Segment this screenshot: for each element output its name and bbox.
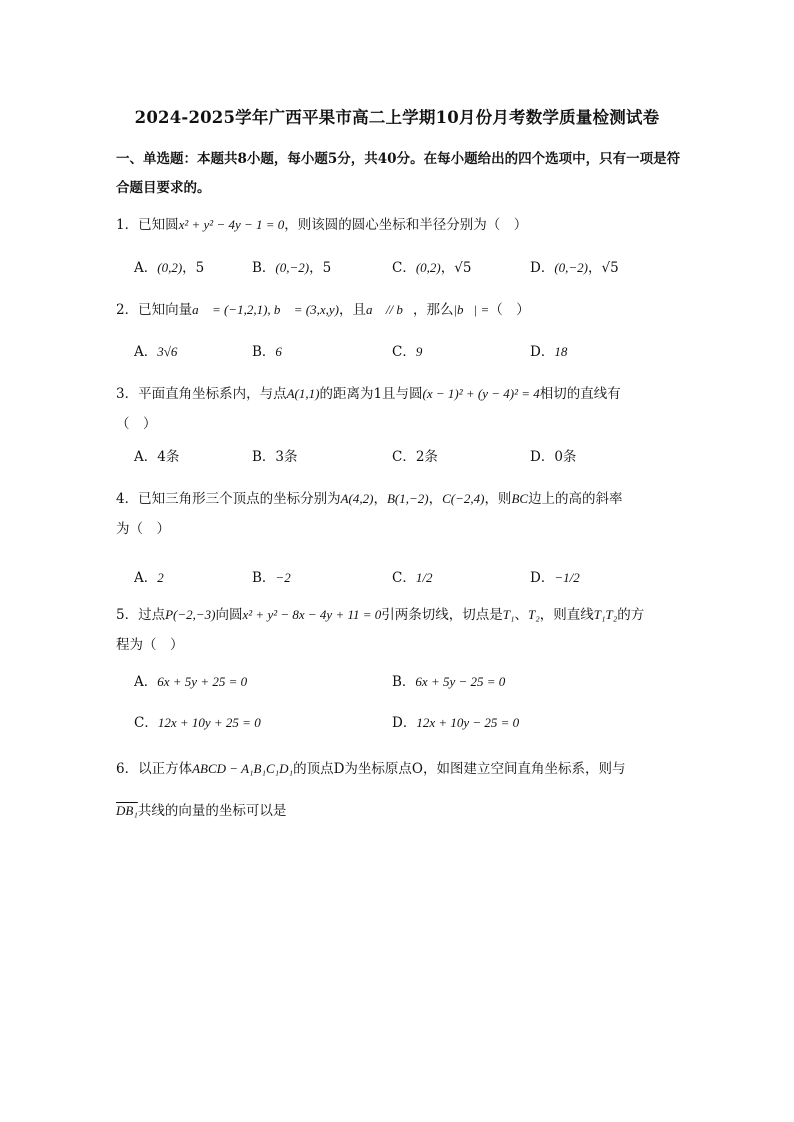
option-letter: C． bbox=[392, 570, 416, 586]
question-4-sep-1: ， bbox=[373, 491, 387, 507]
option-letter: A． bbox=[134, 260, 158, 276]
question-5-option-b bbox=[392, 670, 505, 690]
question-4-segment: BC bbox=[511, 491, 529, 506]
question-1-equation: x² + y² − 4y − 1 = 0 bbox=[178, 217, 285, 232]
option-value: 2条 bbox=[415, 449, 438, 465]
question-5-point: P(−2,−3) bbox=[165, 607, 216, 622]
question-5-text: 5．过点 bbox=[116, 607, 166, 623]
question-6-vector: DB₁ bbox=[116, 803, 138, 818]
question-4-text-d: ，则 bbox=[484, 491, 512, 507]
option-letter: D． bbox=[530, 344, 555, 360]
question-4-sep-2: ， bbox=[428, 491, 443, 507]
option-letter: B． bbox=[252, 344, 276, 360]
option-letter: D． bbox=[530, 449, 555, 465]
question-6-text-c: 共线的向量的坐标可以是 bbox=[137, 803, 287, 819]
option-value: 3条 bbox=[275, 449, 298, 465]
question-2-text-c: ，那么 bbox=[412, 302, 454, 318]
question-1-option-d bbox=[530, 256, 619, 276]
option-value: 9 bbox=[415, 344, 423, 359]
question-2-vectors: a⃗ = (−1,2,1), b⃗ = (3,x,y) bbox=[192, 302, 339, 317]
question-2-option-d bbox=[530, 340, 567, 360]
question-4-stem bbox=[116, 487, 623, 507]
question-3-text: 3．平面直角坐标系内，与点 bbox=[116, 386, 287, 402]
question-2-parallel: a⃗ // b⃗ bbox=[366, 302, 413, 317]
question-1-option-a bbox=[134, 256, 204, 276]
option-value: −1/2 bbox=[554, 570, 580, 585]
option-value: 1/2 bbox=[415, 570, 433, 585]
question-2-text-d: （ ） bbox=[489, 302, 530, 318]
option-value: 3√6 bbox=[157, 344, 178, 359]
question-6-stem bbox=[116, 757, 626, 777]
option-letter: B． bbox=[252, 260, 276, 276]
option-value: 6x + 5y − 25 = 0 bbox=[415, 674, 506, 689]
section-heading: 一、单选题：本题共8小题，每小题5分，共40分。在每小题给出的四个选项中，只有一项是符合题目要求的。 bbox=[116, 151, 681, 196]
question-5-text-e: ，则直线 bbox=[539, 607, 594, 623]
option-letter: D． bbox=[392, 715, 417, 731]
question-1-text-tail: ，则该圆的圆心坐标和半径分别为（ ） bbox=[284, 217, 528, 233]
question-3-text-c: 相切的直线有 bbox=[539, 386, 621, 402]
option-letter: A． bbox=[134, 570, 158, 586]
option-value: 0条 bbox=[554, 449, 577, 465]
question-5-sep: 、 bbox=[514, 607, 529, 623]
question-4-vertex-c: C(−2,4) bbox=[442, 491, 485, 506]
question-5-stem-line2: 程为（ ） bbox=[116, 637, 184, 653]
question-6-cube: ABCD − A₁B₁C₁D₁ bbox=[192, 761, 294, 776]
option-value: −2 bbox=[275, 570, 291, 585]
question-5-option-a bbox=[134, 670, 247, 690]
question-1-stem bbox=[116, 213, 527, 233]
question-4-option-a bbox=[134, 566, 164, 586]
question-4-text-e: 边上的高的斜率 bbox=[528, 491, 623, 507]
question-2-option-b bbox=[252, 340, 282, 360]
question-4-vertex-a: A(4,2) bbox=[340, 491, 374, 506]
question-6-text-b: 的顶点D为坐标原点O，如图建立空间直角坐标系，则与 bbox=[293, 761, 626, 777]
option-letter: C． bbox=[392, 344, 416, 360]
option-letter: A． bbox=[134, 449, 158, 465]
option-value-b: ，5 bbox=[309, 260, 332, 276]
question-2-text-b: ，且 bbox=[339, 302, 366, 318]
question-1-text: 1．已知圆 bbox=[116, 217, 179, 233]
question-3-option-a bbox=[134, 445, 179, 465]
question-3-point: A(1,1) bbox=[286, 386, 320, 401]
question-6-text: 6．以正方体 bbox=[116, 761, 193, 777]
question-3-circle: (x − 1)² + (y − 4)² = 4 bbox=[422, 386, 540, 401]
question-3-option-c bbox=[392, 445, 438, 465]
option-value: 18 bbox=[554, 344, 568, 359]
option-value: (0,2) bbox=[415, 260, 441, 275]
question-5-text-b: 向圆 bbox=[215, 607, 243, 623]
option-letter: B． bbox=[252, 570, 276, 586]
question-5-option-d bbox=[392, 711, 519, 731]
option-value: 4条 bbox=[157, 449, 180, 465]
option-value: 6x + 5y + 25 = 0 bbox=[157, 674, 248, 689]
option-value: (0,−2) bbox=[275, 260, 310, 275]
question-2-stem bbox=[116, 298, 530, 318]
option-letter: B． bbox=[252, 449, 276, 465]
question-5-circle: x² + y² − 8x − 4y + 11 = 0 bbox=[242, 607, 382, 622]
question-4-option-c bbox=[392, 566, 432, 586]
option-letter: C． bbox=[134, 715, 158, 731]
option-letter: A． bbox=[134, 674, 158, 690]
question-5-t2: T₂ bbox=[528, 607, 540, 622]
question-4-option-b bbox=[252, 566, 291, 586]
question-3-text-b: 的距离为1且与圆 bbox=[319, 386, 423, 402]
question-2-text: 2．已知向量 bbox=[116, 302, 193, 318]
question-4-text: 4．已知三角形三个顶点的坐标分别为 bbox=[116, 491, 341, 507]
question-2-option-a bbox=[134, 340, 177, 360]
option-letter: C． bbox=[392, 449, 416, 465]
option-value: 2 bbox=[157, 570, 164, 585]
option-letter: B． bbox=[392, 674, 416, 690]
question-4-stem-line2: 为（ ） bbox=[116, 521, 170, 537]
question-1-option-c bbox=[392, 256, 471, 276]
question-5-option-c bbox=[134, 711, 261, 731]
question-2-option-c bbox=[392, 340, 422, 360]
question-3-option-d bbox=[530, 445, 576, 465]
option-value: (0,2) bbox=[157, 260, 183, 275]
option-letter: D． bbox=[530, 570, 555, 586]
question-3-option-b bbox=[252, 445, 298, 465]
question-4-vertex-b: B(1,−2) bbox=[386, 491, 429, 506]
question-5-text-c: 引两条切线，切点是 bbox=[381, 607, 503, 623]
exam-title: 2024-2025学年广西平果市高二上学期10月份月考数学质量检测试卷 bbox=[134, 108, 660, 127]
option-value-b: ，5 bbox=[182, 260, 205, 276]
question-5-line: T₁T₂ bbox=[593, 607, 618, 622]
option-value: 6 bbox=[275, 344, 282, 359]
option-value-b: ，√5 bbox=[588, 260, 619, 276]
option-letter: A． bbox=[134, 344, 158, 360]
question-2-magnitude: |b⃗| = bbox=[453, 302, 490, 317]
option-value: (0,−2) bbox=[554, 260, 589, 275]
question-5-stem bbox=[116, 603, 644, 623]
option-letter: D． bbox=[530, 260, 555, 276]
question-3-stem bbox=[116, 382, 621, 402]
question-5-text-f: 的方 bbox=[617, 607, 645, 623]
question-5-t1: T₁ bbox=[502, 607, 515, 622]
question-3-stem-line2: （ ） bbox=[116, 416, 157, 432]
question-4-option-d bbox=[530, 566, 580, 586]
option-value: 12x + 10y − 25 = 0 bbox=[416, 715, 520, 730]
option-letter: C． bbox=[392, 260, 416, 276]
option-value-b: ，√5 bbox=[440, 260, 472, 276]
option-value: 12x + 10y + 25 = 0 bbox=[157, 715, 261, 730]
question-1-option-b bbox=[252, 256, 331, 276]
question-6-stem-line2 bbox=[116, 799, 286, 819]
